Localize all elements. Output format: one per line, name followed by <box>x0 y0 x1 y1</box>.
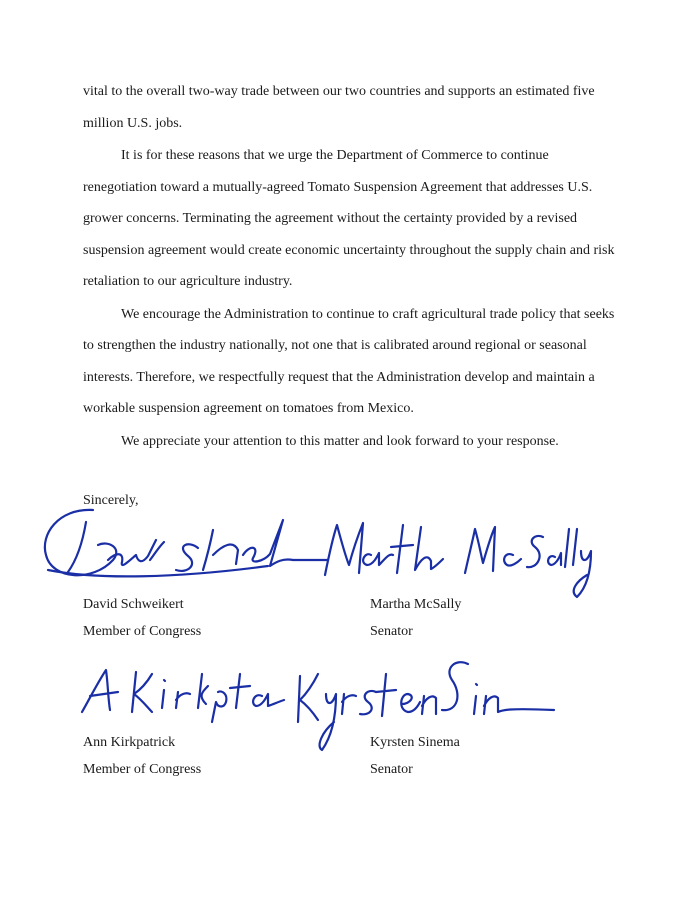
signatory-title: Member of Congress <box>83 762 202 777</box>
signature-ann-kirkpatrick <box>78 660 288 730</box>
letter-body <box>83 76 623 457</box>
signatory-title: Senator <box>370 624 413 639</box>
signatory-name: Kyrsten Sinema <box>370 735 460 750</box>
paragraph-text: It is for these reasons that we urge the Department of Commerce to continue renegotiation toward a mutually-agreed Tomato Suspension Agreement that addresses U.S. grower concerns. Terminating the agreement without the certainty provided by a revised suspension agreement would create economic uncertainty throughout the supply chain and risk retaliation to our agriculture industry. <box>83 148 615 289</box>
signatory-title: Senator <box>370 762 413 777</box>
paragraph-policy <box>83 299 623 425</box>
signature-david-schweikert <box>38 500 338 590</box>
signatory-name: Ann Kirkpatrick <box>83 735 176 750</box>
signature-martha-mcsally <box>315 515 595 605</box>
paragraph-continuation <box>83 76 623 139</box>
signatory-name: David Schweikert <box>83 597 184 612</box>
paragraph-text: vital to the overall two-way trade between our two countries and supports an estimated five million U.S. jobs. <box>83 84 595 131</box>
paragraph-text: We appreciate your attention to this matter and look forward to your response. <box>121 433 559 449</box>
paragraph-reasons <box>83 140 623 298</box>
paragraph-appreciation <box>83 426 623 458</box>
paragraph-text: We encourage the Administration to continue to craft agricultural trade policy that seeks to strengthen the industry nationally, not one that is calibrated around regional or seasonal interests. Therefore, we respectfully request that the Administration develop and maintain a workable suspension agreement on tomatoes from Mexico. <box>83 306 615 416</box>
closing: Sincerely, <box>83 493 139 508</box>
signatory-title: Member of Congress <box>83 624 202 639</box>
signatory-name: Martha McSally <box>370 597 462 612</box>
